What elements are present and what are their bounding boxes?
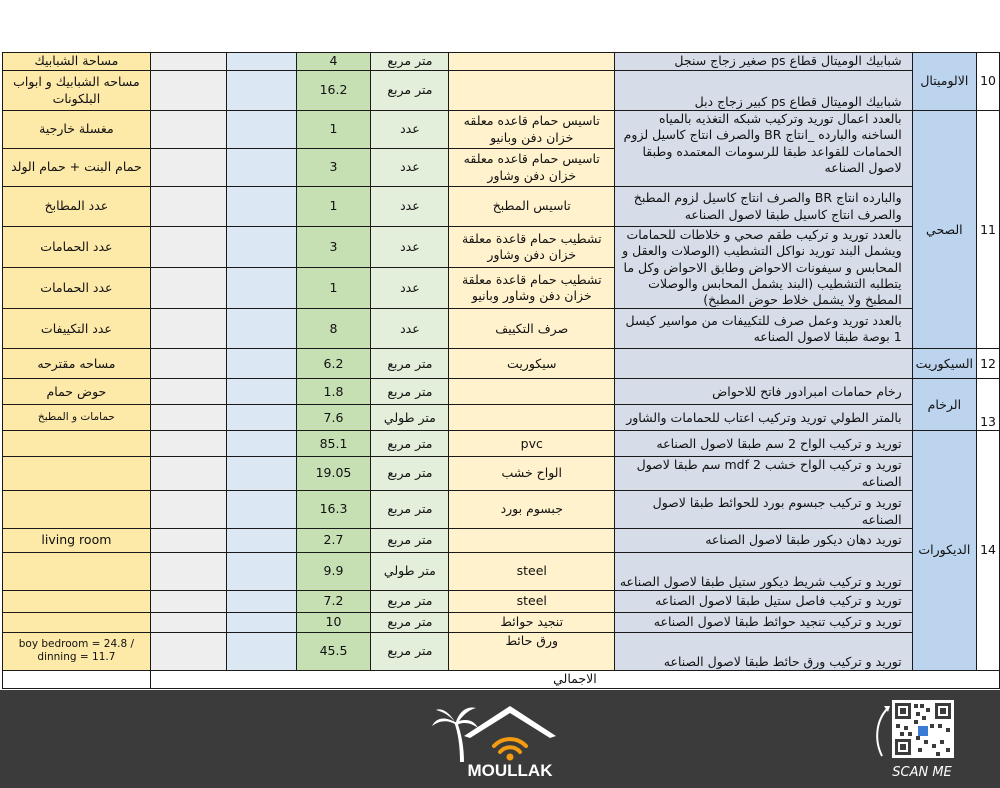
item-cell: [449, 53, 615, 71]
qty-cell: 3: [296, 149, 371, 187]
empty-cell: [226, 71, 296, 111]
notes-cell: boy bedroom = 24.8 / dinning = 11.7: [3, 632, 151, 670]
table-row: [3, 457, 1000, 491]
qr-code[interactable]: [872, 696, 962, 782]
item-cell: جبسوم بورد: [449, 490, 615, 528]
qty-cell: 16.2: [296, 71, 371, 111]
table-row: [3, 632, 1000, 670]
notes-cell: [3, 490, 151, 528]
empty-cell: [150, 405, 226, 431]
notes-cell: [3, 552, 151, 590]
description-cell: شبابيك الوميتال قطاع ps صغير زجاج سنجل: [615, 53, 913, 71]
notes-cell: عدد الحمامات: [3, 227, 151, 268]
description-cell: توريد دهان ديكور طبقا لاصول الصناعه: [615, 528, 913, 552]
category-cell: الرخام: [912, 379, 976, 431]
unit-cell: عدد: [371, 309, 449, 349]
unit-cell: متر مربع: [371, 490, 449, 528]
notes-cell: مساحة الشبابيك: [3, 53, 151, 71]
empty-cell: [150, 111, 226, 149]
unit-cell: متر مربع: [371, 590, 449, 612]
qty-cell: 1.8: [296, 379, 371, 405]
table-row: [3, 379, 1000, 405]
item-cell: [449, 528, 615, 552]
category-cell: الصحي: [912, 111, 976, 349]
description-cell: توريد و تركيب فاصل ستيل طبقا لاصول الصناعه: [615, 590, 913, 612]
description-cell: توريد و تركيب الواح خشب mdf 2 سم طبقا لاصول الصناعه: [615, 457, 913, 491]
item-cell: steel: [449, 552, 615, 590]
footer-bar: [0, 690, 1000, 788]
description-cell: توريد و تركيب جبسوم بورد للحوائط طبقا لاصول الصناعه: [615, 490, 913, 528]
empty-cell: [150, 71, 226, 111]
total-value-cell: [3, 670, 151, 688]
curved-arrow-icon: [877, 708, 888, 756]
table-row: [3, 528, 1000, 552]
empty-cell: [226, 349, 296, 379]
qty-cell: 19.05: [296, 457, 371, 491]
table-row: [3, 309, 1000, 349]
empty-cell: [150, 431, 226, 457]
empty-cell: [150, 53, 226, 71]
row-number-cell: 10: [977, 53, 1000, 111]
empty-cell: [150, 149, 226, 187]
item-cell: [449, 405, 615, 431]
qty-cell: 10: [296, 612, 371, 632]
empty-cell: [226, 632, 296, 670]
description-cell: رخام حمامات امبرادور فاتح للاحواض: [615, 379, 913, 405]
table-row: [3, 612, 1000, 632]
notes-cell: عدد الحمامات: [3, 268, 151, 309]
qty-cell: 85.1: [296, 431, 371, 457]
description-cell: [615, 349, 913, 379]
item-cell: صرف التكييف: [449, 309, 615, 349]
qty-cell: 4: [296, 53, 371, 71]
notes-cell: حمامات و المطبخ: [3, 405, 151, 431]
empty-cell: [150, 187, 226, 227]
notes-cell: [3, 457, 151, 491]
item-cell: تاسيس المطبخ: [449, 187, 615, 227]
empty-cell: [226, 612, 296, 632]
empty-cell: [150, 590, 226, 612]
empty-cell: [226, 379, 296, 405]
empty-cell: [150, 227, 226, 268]
notes-cell: مساحه الشبابيك و ابواب البلكونات: [3, 71, 151, 111]
description-cell: بالعدد توريد وعمل صرف للتكييفات من مواسير كيسل 1 بوصة طبقا لاصول الصناعه: [615, 309, 913, 349]
row-number-cell: 11: [977, 111, 1000, 349]
qty-cell: 7.6: [296, 405, 371, 431]
category-cell: الالوميتال: [912, 53, 976, 111]
unit-cell: متر مربع: [371, 379, 449, 405]
item-cell: ورق حائط: [449, 632, 615, 670]
brand-name: MOULLAK: [467, 761, 553, 780]
empty-cell: [226, 187, 296, 227]
item-cell: pvc: [449, 431, 615, 457]
unit-cell: عدد: [371, 149, 449, 187]
empty-cell: [226, 552, 296, 590]
notes-cell: حوض حمام: [3, 379, 151, 405]
item-cell: [449, 71, 615, 111]
total-row: [3, 670, 1000, 688]
unit-cell: عدد: [371, 268, 449, 309]
total-label: الاجمالي: [150, 670, 999, 688]
empty-cell: [150, 349, 226, 379]
qty-cell: 3: [296, 227, 371, 268]
notes-cell: عدد المطابخ: [3, 187, 151, 227]
unit-cell: متر مربع: [371, 612, 449, 632]
boq-table: [2, 52, 1000, 689]
unit-cell: متر طولي: [371, 405, 449, 431]
empty-cell: [150, 309, 226, 349]
empty-cell: [150, 457, 226, 491]
description-cell: توريد و تركيب تنجيد حوائط طبقا لاصول الصناعه: [615, 612, 913, 632]
empty-cell: [226, 268, 296, 309]
table-row: [3, 349, 1000, 379]
empty-cell: [226, 590, 296, 612]
item-cell: تاسيس حمام قاعده معلقه خزان دفن وبانيو: [449, 111, 615, 149]
qty-cell: 9.9: [296, 552, 371, 590]
notes-cell: [3, 590, 151, 612]
table-row: [3, 590, 1000, 612]
unit-cell: متر مربع: [371, 53, 449, 71]
empty-cell: [150, 612, 226, 632]
row-number-cell: 12: [977, 349, 1000, 379]
description-cell: والبارده انتاج BR والصرف انتاج كاسيل لزوم المطبخ والصرف انتاج كاسيل طبقا لاصول الصناعه: [615, 187, 913, 227]
qty-cell: 8: [296, 309, 371, 349]
unit-cell: متر مربع: [371, 632, 449, 670]
table-row: [3, 490, 1000, 528]
table-row: [3, 431, 1000, 457]
notes-cell: مساحه مقترحه: [3, 349, 151, 379]
unit-cell: متر طولي: [371, 552, 449, 590]
notes-cell: [3, 612, 151, 632]
empty-cell: [226, 528, 296, 552]
scan-me-label: SCAN ME: [892, 765, 952, 780]
notes-cell: living room: [3, 528, 151, 552]
empty-cell: [226, 53, 296, 71]
unit-cell: عدد: [371, 227, 449, 268]
empty-cell: [150, 528, 226, 552]
table-row: [3, 552, 1000, 590]
empty-cell: [226, 149, 296, 187]
notes-cell: [3, 431, 151, 457]
empty-cell: [226, 490, 296, 528]
row-number-cell: 14: [977, 431, 1000, 671]
qty-cell: 45.5: [296, 632, 371, 670]
qty-cell: 2.7: [296, 528, 371, 552]
unit-cell: عدد: [371, 187, 449, 227]
unit-cell: متر مربع: [371, 528, 449, 552]
unit-cell: متر مربع: [371, 349, 449, 379]
notes-cell: عدد التكييفات: [3, 309, 151, 349]
description-cell: توريد و تركيب ورق حائط طبقا لاصول الصناعه: [615, 632, 913, 670]
table-row: [3, 187, 1000, 227]
empty-cell: [150, 552, 226, 590]
qty-cell: 1: [296, 268, 371, 309]
empty-cell: [150, 379, 226, 405]
table-row: [3, 111, 1000, 149]
wifi-icon: [494, 739, 526, 752]
row-number-cell: 13: [977, 379, 1000, 431]
notes-cell: حمام البنت + حمام الولد: [3, 149, 151, 187]
item-cell: الواح خشب: [449, 457, 615, 491]
description-cell: توريد و تركيب الواح 2 سم طبقا لاصول الصناعه: [615, 431, 913, 457]
empty-cell: [150, 490, 226, 528]
empty-cell: [226, 227, 296, 268]
empty-cell: [150, 268, 226, 309]
empty-cell: [150, 632, 226, 670]
table-row: [3, 71, 1000, 111]
table-row: [3, 227, 1000, 268]
unit-cell: عدد: [371, 111, 449, 149]
item-cell: steel: [449, 590, 615, 612]
item-cell: تنجيد حوائط: [449, 612, 615, 632]
item-cell: سيكوريت: [449, 349, 615, 379]
item-cell: تاسيس حمام قاعده معلقه خزان دفن وشاور: [449, 149, 615, 187]
qty-cell: 7.2: [296, 590, 371, 612]
qty-cell: 1: [296, 111, 371, 149]
category-cell: السيكوريت: [912, 349, 976, 379]
empty-cell: [226, 111, 296, 149]
description-cell: بالعدد توريد و تركيب طقم صحي و خلاطات للحمامات ويشمل البند توريد نواكل التشطيب (الوصلات والعقل و المحابس و سيفونات الاحواض وطابق الاحواض وكل ما يتطلبه التشطيب (البند يشمل المحابس والوصلات المطبخ ولا يشمل خلاط حوض المطبخ): [615, 227, 913, 309]
item-cell: تشطيب حمام قاعدة معلقة خزان دفن وشاور: [449, 227, 615, 268]
table-row: [3, 405, 1000, 431]
notes-cell: مغسلة خارجية: [3, 111, 151, 149]
item-cell: تشطيب حمام قاعدة معلقة خزان دفن وشاور وبانيو: [449, 268, 615, 309]
empty-cell: [226, 431, 296, 457]
description-cell: بالمتر الطولي توريد وتركيب اعتاب للحمامات والشاور: [615, 405, 913, 431]
unit-cell: متر مربع: [371, 457, 449, 491]
table-row: [3, 53, 1000, 71]
category-cell: الديكورات: [912, 431, 976, 671]
unit-cell: متر مربع: [371, 71, 449, 111]
qty-cell: 1: [296, 187, 371, 227]
empty-cell: [226, 309, 296, 349]
empty-cell: [226, 457, 296, 491]
qty-cell: 6.2: [296, 349, 371, 379]
description-cell: شبابيك الوميتال قطاع ps كبير زجاج دبل: [615, 71, 913, 111]
qty-cell: 16.3: [296, 490, 371, 528]
description-cell: بالعدد اعمال توريد وتركيب شبكه التغذيه بالمياه الساخنه والبارده _انتاج BR والصرف انتاج كاسيل لزوم الحمامات للقواعد طبقا للرسومات المعتمده وطبقا لاصول الصناعه: [615, 111, 913, 187]
description-cell: توريد و تركيب شريط ديكور ستيل طبقا لاصول الصناعه: [615, 552, 913, 590]
house-roof-icon: [464, 706, 556, 738]
item-cell: [449, 379, 615, 405]
moullak-logo: [430, 696, 570, 782]
unit-cell: متر مربع: [371, 431, 449, 457]
empty-cell: [226, 405, 296, 431]
